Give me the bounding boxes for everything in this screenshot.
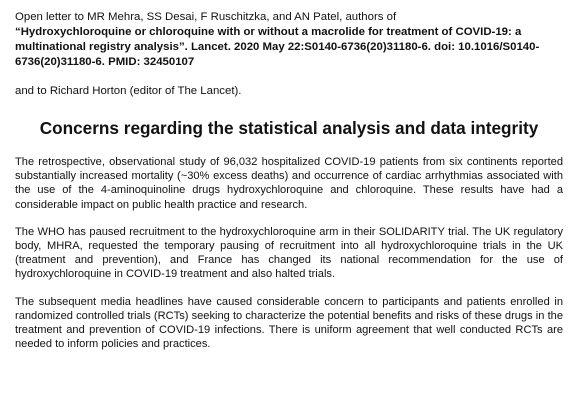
letter-intro bbox=[15, 10, 563, 70]
body-paragraph-1: The retrospective, observational study of 96,032 hospitalized COVID-19 patients from six continents reported substantially increased mortality (~30% excess deaths) and occurrence of cardiac arrhythmias associated with the use of the 4-aminoquinoline drugs hydroxychloroquine and chloroquine. These results have had a considerable impact on public health practice and research. bbox=[15, 156, 563, 211]
editor-addressee: and to Richard Horton (editor of The Lancet). bbox=[15, 85, 242, 97]
intro-text: Open letter to MR Mehra, SS Desai, F Ruschitzka, and AN Patel, authors of bbox=[15, 11, 397, 23]
body-paragraph-2: The WHO has paused recruitment to the hydroxychloroquine arm in their SOLIDARITY trial. The UK regulatory body, MHRA, requested the temporary pausing of recruitment into all hydroxychloroquine trials in the UK (treatment and prevention), and France has changed its national recommendation for the use of hydroxychloroquine in COVID-19 treatment and also halted trials. bbox=[15, 225, 563, 281]
article-citation: “Hydroxychloroquine or chloroquine with or without a macrolide for treatment of COVID-19: a multinational registry analysis”. Lancet. 2020 May 22:S0140-6736(20)31180-6. doi: 10.1016/S0140-6736(20)31180-6. PMID: 32450107 bbox=[15, 26, 540, 68]
body-paragraph-3: The subsequent media headlines have caused considerable concern to participants and patients enrolled in randomized controlled trials (RCTs) seeking to characterize the potential benefits and risks of these drugs in the treatment and prevention of COVID-19 infections. There is uniform agreement that well conducted RCTs are needed to inform policies and practices. bbox=[15, 295, 563, 351]
section-heading: Concerns regarding the statistical analysis and data integrity bbox=[39, 118, 539, 138]
